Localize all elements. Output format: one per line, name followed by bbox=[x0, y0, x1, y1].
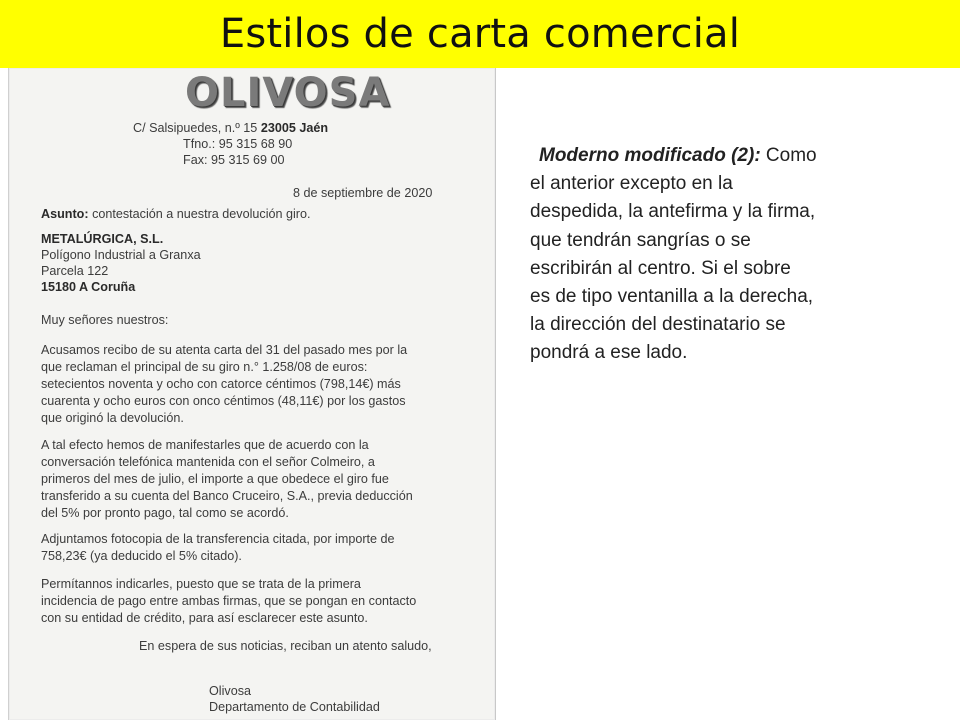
description-line: escribirán al centro. Si el sobre bbox=[530, 257, 791, 279]
recipient-parcel: Parcela 122 bbox=[41, 264, 109, 278]
paragraph-1: Acusamos recibo de su atenta carta del 31 del pasado mes por la que reclaman el principal de su giro n.° 1.258/08 de euros: setecientos noventa y ocho con catorce céntimos (798,14€) más cuarenta y ocho euros con onco céntimos (48,11€) por los gastos que originó la devolución. bbox=[41, 343, 408, 425]
description-line: pondrá a ese lado. bbox=[530, 342, 688, 364]
letter-image bbox=[8, 68, 496, 720]
style-description bbox=[530, 142, 900, 368]
letter-greeting: Muy señores nuestros: bbox=[41, 313, 169, 327]
paragraph-2: A tal efecto hemos de manifestarles que de acuerdo con la conversación telefónica mantenida con el señor Colmeiro, a primeros del mes de julio, el importe a que obedece el giro fue transferido a su cuenta del Banco Cruceiro, S.A., previa deducción del 5% por pronto pago, tal como se acordó. bbox=[41, 438, 413, 520]
letter-date: 8 de septiembre de 2020 bbox=[293, 186, 433, 200]
letter-subject: Asunto: contestación a nuestra devolución giro. bbox=[41, 207, 311, 221]
recipient-city: 15180 A Coruña bbox=[41, 280, 136, 294]
description-line: la dirección del destinatario se bbox=[530, 314, 786, 336]
signature-department: Departamento de Contabilidad bbox=[209, 700, 380, 714]
description-line: el anterior excepto en la bbox=[530, 173, 733, 195]
description-line: despedida, la antefirma y la firma, bbox=[530, 201, 816, 223]
recipient-street: Polígono Industrial a Granxa bbox=[41, 248, 201, 262]
recipient-company: METALÚRGICA, S.L. bbox=[41, 232, 164, 246]
sender-fax: Fax: 95 315 69 00 bbox=[183, 153, 285, 167]
description-line: que tendrán sangrías o se bbox=[530, 229, 751, 251]
slide-title: Estilos de carta comercial bbox=[219, 11, 741, 57]
signature-name: Olivosa bbox=[209, 684, 251, 698]
description-line: Como bbox=[760, 145, 817, 166]
description-line: es de tipo ventanilla a la derecha, bbox=[530, 286, 814, 308]
title-bar bbox=[0, 0, 960, 68]
paragraph-3: Adjuntamos fotocopia de la transferencia citada, por importe de 758,23€ (ya deducido el 5% citado). bbox=[41, 532, 395, 563]
company-logo: OLIVOSA bbox=[185, 70, 391, 116]
letter-closing: En espera de sus noticias, reciban un atento saludo, bbox=[139, 639, 432, 653]
description-lead: Moderno modificado (2): bbox=[539, 145, 761, 166]
sender-phone: Tfno.: 95 315 68 90 bbox=[183, 137, 293, 151]
paragraph-4: Permítannos indicarles, puesto que se trata de la primera incidencia de pago entre ambas firmas, que se pongan en contacto con su entidad de crédito, para así esclarecer este asunto. bbox=[41, 577, 417, 625]
sender-address: C/ Salsipuedes, n.º 15 23005 Jaén bbox=[133, 121, 329, 135]
